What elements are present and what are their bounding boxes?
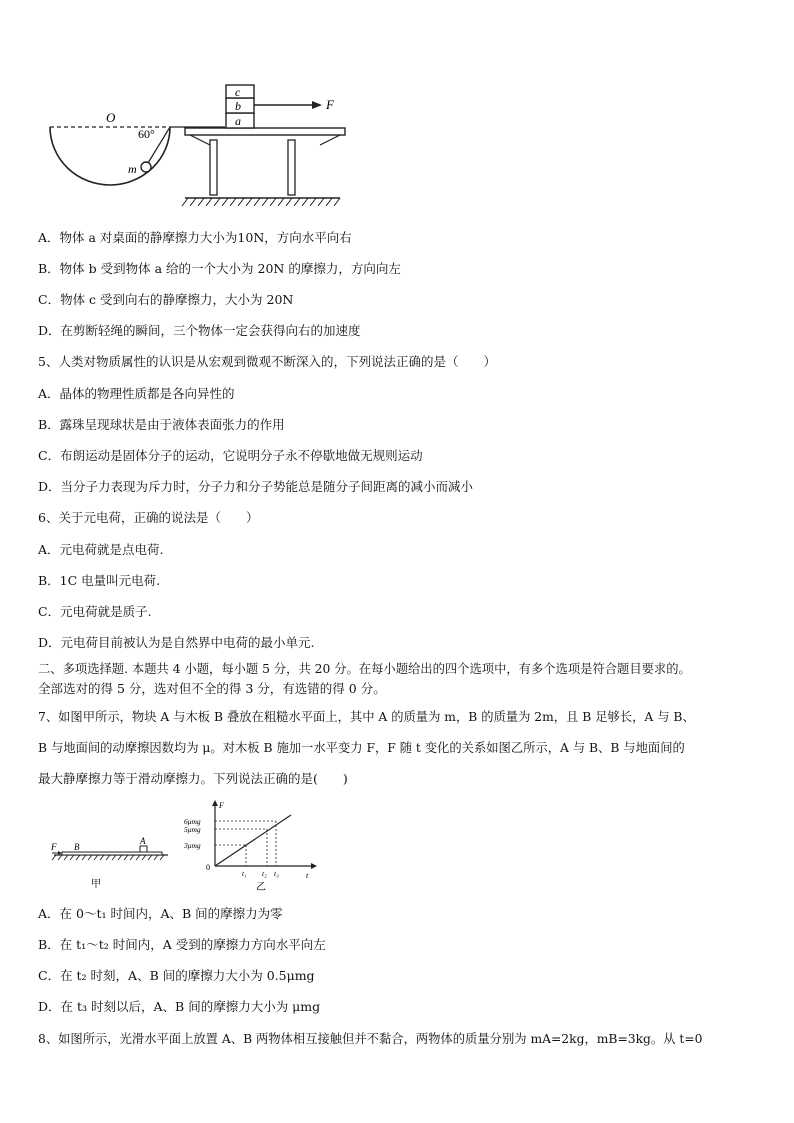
x-tick-t3: t₃ <box>274 869 279 878</box>
q4-option-b: B．物体 b 受到物体 a 给的一个大小为 20N 的摩擦力，方向向左 <box>38 261 401 276</box>
jia-caption: 甲 <box>91 879 101 890</box>
jia-label-a: A <box>140 836 146 846</box>
label-f: F <box>326 97 334 112</box>
section2-header-line1: 二、多项选择题. 本题共 4 小题，每小题 5 分，共 20 分。在每小题给出的四个选项中，有多个选项是符合题目要求的。 <box>38 662 691 676</box>
jia-label-f: F <box>51 842 57 852</box>
y-tick-3: 3μmg <box>184 841 201 850</box>
q7-option-c: C．在 t₂ 时刻，A、B 间的摩擦力大小为 0.5μmg <box>38 968 315 983</box>
q6-option-c: C．元电荷就是质子. <box>38 604 152 619</box>
q5-option-a: A．晶体的物理性质都是各向异性的 <box>38 386 235 401</box>
q6-stem: 6、关于元电荷，正确的说法是（ ） <box>38 510 259 525</box>
x-tick-t2: t₂ <box>262 869 267 878</box>
q5-option-d: D．当分子力表现为斥力时，分子力和分子势能总是随分子间距离的减小而减小 <box>38 479 474 494</box>
y-tick-6: 6μmg <box>184 817 201 826</box>
jia-label-b: B <box>74 842 80 852</box>
yi-caption: 乙 <box>256 882 266 893</box>
figure-bowl-table <box>40 80 360 215</box>
q5-stem: 5、人类对物质属性的认识是从宏观到微观不断深入的，下列说法正确的是（ ） <box>38 354 496 369</box>
q4-option-c: C．物体 c 受到向右的静摩擦力，大小为 20N <box>38 292 294 307</box>
x-tick-t1: t₁ <box>242 869 247 878</box>
figure-jia <box>48 835 173 890</box>
label-o: O <box>106 110 116 125</box>
q7-option-d: D．在 t₃ 时刻以后，A、B 间的摩擦力大小为 μmg <box>38 999 321 1014</box>
q4-option-d: D．在剪断轻绳的瞬间，三个物体一定会获得向右的加速度 <box>38 323 361 338</box>
f-t-line <box>215 815 291 866</box>
q7-stem-line3: 最大静摩擦力等于滑动摩擦力。下列说法正确的是( ) <box>38 771 348 786</box>
q7-stem-line2: B 与地面间的动摩擦因数均为 μ。对木板 B 施加一水平变力 F，F 随 t 变化的关系如图乙所示，A 与 B、B 与地面间的 <box>38 741 685 755</box>
label-b: b <box>235 99 241 113</box>
label-c: c <box>235 85 241 99</box>
mass-m-ball <box>141 162 151 172</box>
q5-option-c: C．布朗运动是固体分子的运动，它说明分子永不停歇地做无规则运动 <box>38 448 423 463</box>
block-a-small <box>140 846 147 852</box>
figure-yi-graph <box>178 800 318 895</box>
label-angle: 60° <box>138 127 155 141</box>
section2-header-line2: 全部选对的得 5 分，选对但不全的得 3 分，有选错的得 0 分。 <box>38 681 386 696</box>
q4-option-a: A．物体 a 对桌面的静摩擦力大小为10N，方向水平向右 <box>38 230 352 245</box>
axis-f-label: F <box>219 801 224 810</box>
y-tick-5: 5μmg <box>184 825 201 834</box>
label-a: a <box>235 114 241 128</box>
q6-option-a: A．元电荷就是点电荷. <box>38 542 164 557</box>
origin-label: 0 <box>206 863 210 872</box>
q7-option-a: A．在 0～t₁ 时间内，A、B 间的摩擦力为零 <box>38 906 283 921</box>
axis-t-label: t <box>306 871 309 880</box>
q6-option-d: D．元电荷目前被认为是自然界中电荷的最小单元. <box>38 635 315 650</box>
label-m: m <box>128 162 137 176</box>
q7-stem-line1: 7、如图甲所示，物块 A 与木板 B 叠放在粗糙水平面上，其中 A 的质量为 m，B 的质量为 2m，且 B 足够长，A 与 B、 <box>38 710 695 724</box>
q8-stem: 8、如图所示，光滑水平面上放置 A、B 两物体相互接触但并不黏合，两物体的质量分别为 mA=2kg，mB=3kg。从 t=0 <box>38 1032 703 1046</box>
q7-option-b: B．在 t₁～t₂ 时间内，A 受到的摩擦力方向水平向左 <box>38 937 326 952</box>
q5-option-b: B．露珠呈现球状是由于液体表面张力的作用 <box>38 417 285 432</box>
q6-option-b: B．1C 电量叫元电荷. <box>38 573 161 588</box>
